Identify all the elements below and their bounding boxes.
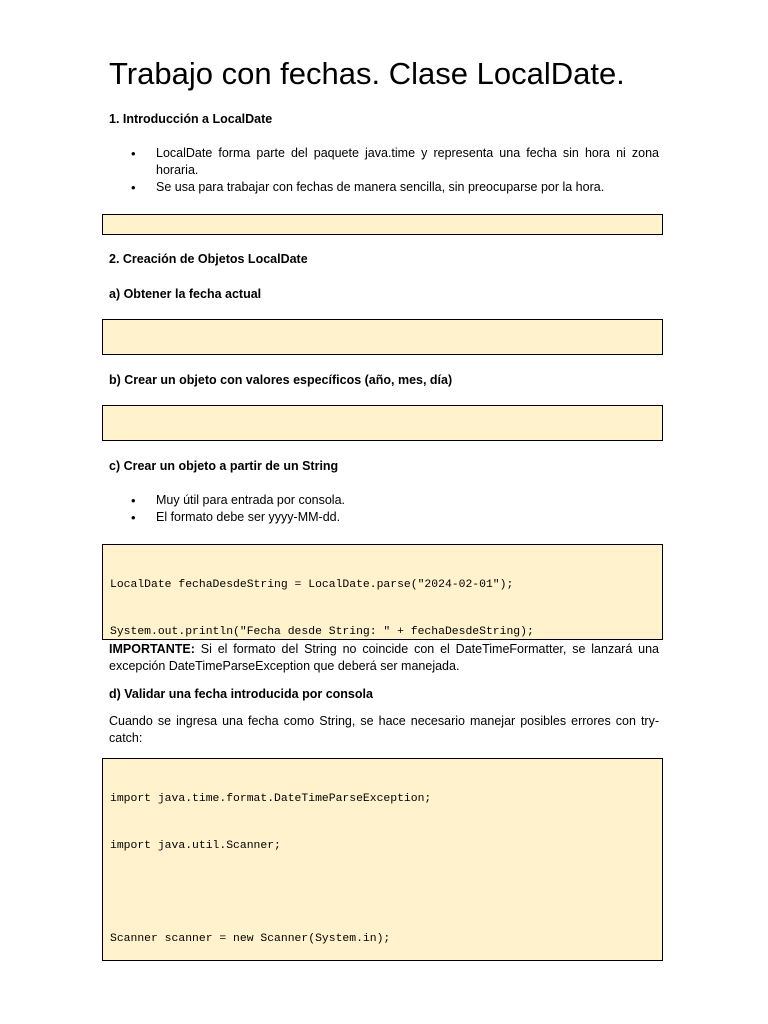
heading-creacion: 2. Creación de Objetos LocalDate [109, 252, 308, 266]
code-line [110, 885, 662, 901]
code-block-validation [102, 758, 663, 961]
heading-fecha-actual: a) Obtener la fecha actual [109, 287, 262, 301]
string-bullet-list [109, 492, 659, 526]
code-block-now [102, 319, 663, 355]
intro-bullet-list [109, 145, 659, 196]
page-title: Trabajo con fechas. Clase LocalDate. [109, 56, 625, 91]
code-line: import java.util.Scanner; [110, 839, 281, 852]
heading-desde-string: c) Crear un objeto a partir de un String [109, 459, 339, 473]
code-block-parse [102, 544, 663, 640]
code-block-import [102, 214, 663, 235]
code-line: import java.time.format.DateTimeParseException; [110, 793, 432, 805]
list-item: • Muy útil para entrada por consola. [109, 492, 659, 509]
important-label: IMPORTANTE: [109, 642, 195, 656]
code-line [110, 353, 662, 355]
code-line [110, 439, 662, 441]
list-item: • El formato debe ser yyyy-MM-dd. [109, 509, 659, 526]
heading-validar-fecha: d) Validar una fecha introducida por consola [109, 687, 373, 701]
list-item: • LocalDate forma parte del paquete java.time y representa una fecha sin hora ni zona horaria. [109, 145, 659, 179]
code-line: System.out.println("Fecha desde String: " + fechaDesdeString); [110, 625, 534, 638]
code-block-of [102, 405, 663, 441]
important-text: Si el formato del String no coincide con el DateTimeFormatter, se lanzará una excepción DateTimeParseException que deberá ser manejada. [109, 642, 659, 673]
important-note [109, 641, 659, 675]
list-item: • Se usa para trabajar con fechas de manera sencilla, sin preocuparse por la hora. [109, 179, 659, 196]
code-line: LocalDate fechaDesdeString = LocalDate.parse("2024-02-01"); [110, 579, 514, 591]
heading-introduccion: 1. Introducción a LocalDate [109, 112, 273, 126]
try-catch-paragraph: Cuando se ingresa una fecha como String, se hace necesario manejar posibles errores con try-catch: [109, 714, 659, 745]
heading-valores-especificos: b) Crear un objeto con valores específicos (año, mes, día) [109, 373, 453, 387]
code-line: Scanner scanner = new Scanner(System.in); [110, 932, 391, 945]
